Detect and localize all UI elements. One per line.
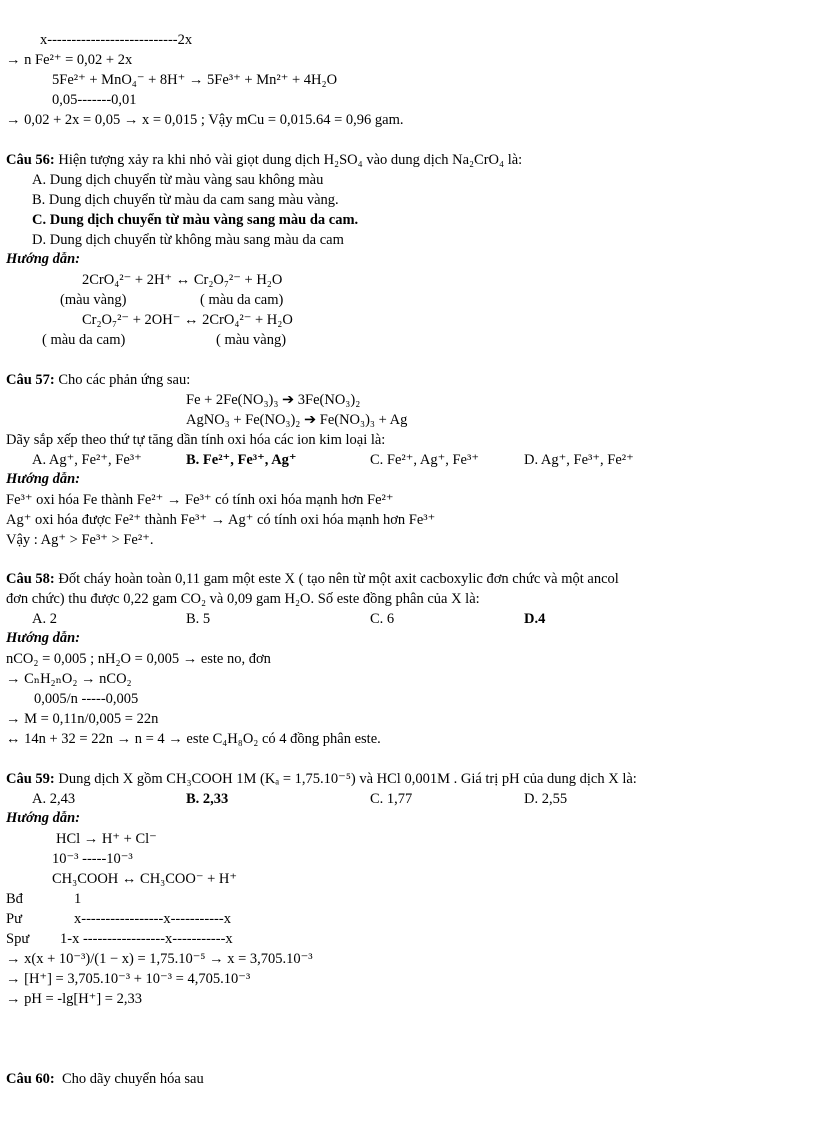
- question-58-text-2: đơn chức) thu được 0,22 gam CO₂ và 0,09 gam H₂O. Số este đồng phân của X là:: [6, 591, 480, 607]
- q59-option-d: D. 2,55: [524, 791, 568, 807]
- q59-guide-line-5a: Pư: [6, 911, 22, 927]
- q57-option-c: C. Fe²⁺, Ag⁺, Fe³⁺: [370, 452, 479, 468]
- q56-guide-line-4b: ( màu vàng): [216, 332, 287, 348]
- q57-guide-line-1: Fe³⁺ oxi hóa Fe thành Fe²⁺ → Fe³⁺ có tính oxi hóa mạnh hơn Fe²⁺: [6, 492, 394, 508]
- q58-option-c: C. 6: [370, 611, 395, 627]
- q58-guide-heading: Hướng dẫn:: [6, 630, 81, 646]
- q59-guide-line-4b: 1: [74, 891, 82, 907]
- q58-option-a: A. 2: [32, 611, 57, 627]
- q58-guide-line-1: nCO₂ = 0,005 ; nH₂O = 0,005 → este no, đơn: [6, 651, 271, 667]
- q58-option-d: D.4: [524, 611, 546, 627]
- q58-guide-line-2: → CₙH₂ₙO₂ → nCO₂: [6, 671, 132, 687]
- q59-guide-line-1: HCl → H⁺ + Cl⁻: [56, 831, 157, 847]
- q56-option-d: D. Dung dịch chuyển từ không màu sang màu da cam: [32, 232, 344, 248]
- q56-option-c: C. Dung dịch chuyển từ màu vàng sang màu da cam.: [32, 212, 359, 228]
- q56-guide-heading: Hướng dẫn:: [6, 251, 81, 267]
- q57-question: Dãy sắp xếp theo thứ tự tăng dần tính oxi hóa các ion kim loại là:: [6, 432, 386, 448]
- question-58-label: Câu 58:: [6, 571, 55, 587]
- question-56-text: Hiện tượng xảy ra khi nhỏ vài giọt dung dịch H₂SO₄ vào dung dịch Na₂CrO₄ là:: [54, 152, 523, 168]
- q59-guide-line-6a: Spư: [6, 931, 30, 947]
- question-59-text: Dung dịch X gồm CH₃COOH 1M (Kₐ = 1,75.10⁻⁵) và HCl 0,001M . Giá trị pH của dung dịch X là:: [54, 771, 637, 787]
- q57-guide-heading: Hướng dẫn:: [6, 471, 81, 487]
- question-59: [6, 770, 637, 788]
- q59-guide-line-3: CH₃COOH ↔ CH₃COO⁻ + H⁺: [52, 871, 238, 887]
- q57-guide-line-2: Ag⁺ oxi hóa được Fe²⁺ thành Fe³⁺ → Ag⁺ có tính oxi hóa mạnh hơn Fe³⁺: [6, 512, 436, 528]
- q57-option-a: A. Ag⁺, Fe²⁺, Fe³⁺: [32, 452, 142, 468]
- q56-guide-line-4a: ( màu da cam): [42, 332, 126, 348]
- q59-option-a: A. 2,43: [32, 791, 76, 807]
- question-59-label: Câu 59:: [6, 771, 55, 787]
- q57-reaction-1: Fe + 2Fe(NO₃)₃ ➔ 3Fe(NO₃)₂: [186, 392, 361, 408]
- q59-guide-line-2: 10⁻³ -----10⁻³: [52, 851, 133, 867]
- q57-guide-line-3: Vậy : Ag⁺ > Fe³⁺ > Fe²⁺.: [6, 532, 154, 548]
- q57-option-b: B. Fe²⁺, Fe³⁺, Ag⁺: [186, 452, 297, 468]
- q57-reaction-2: AgNO₃ + Fe(NO₃)₂ ➔ Fe(NO₃)₃ + Ag: [186, 412, 408, 428]
- q59-guide-line-5b: x-----------------x-----------x: [74, 911, 231, 927]
- q56-guide-line-2a: (màu vàng): [60, 292, 127, 308]
- q59-option-c: C. 1,77: [370, 791, 413, 807]
- q59-guide-line-9: → pH = -lg[H⁺] = 2,33: [6, 991, 142, 1007]
- question-60-label: Câu 60:: [6, 1071, 55, 1087]
- q56-option-b: B. Dung dịch chuyển từ màu da cam sang màu vàng.: [32, 192, 339, 208]
- question-56-label: Câu 56:: [6, 152, 55, 168]
- q58-guide-line-5: ↔ 14n + 32 = 22n → n = 4 → este C₄H₈O₂ có 4 đồng phân este.: [6, 731, 381, 747]
- q56-guide-line-3: Cr₂O₇²⁻ + 2OH⁻ ↔ 2CrO₄²⁻ + H₂O: [82, 312, 293, 328]
- top-line-5: → 0,02 + 2x = 0,05 → x = 0,015 ; Vậy mCu = 0,015.64 = 0,96 gam.: [6, 112, 404, 128]
- q56-option-a: A. Dung dịch chuyển từ màu vàng sau không màu: [32, 172, 324, 188]
- q59-guide-heading: Hướng dẫn:: [6, 810, 81, 826]
- q56-guide-line-1: 2CrO₄²⁻ + 2H⁺ ↔ Cr₂O₇²⁻ + H₂O: [82, 272, 283, 288]
- q58-option-b: B. 5: [186, 611, 211, 627]
- question-57-text: Cho các phản ứng sau:: [54, 372, 191, 388]
- question-57: [6, 371, 190, 389]
- top-line-1: x---------------------------2x: [40, 32, 193, 48]
- question-56: [6, 151, 522, 169]
- q59-option-b: B. 2,33: [186, 791, 229, 807]
- q59-guide-line-7: → x(x + 10⁻³)/(1 − x) = 1,75.10⁻⁵ → x = 3,705.10⁻³: [6, 951, 313, 967]
- question-60-text: Cho dãy chuyển hóa sau: [54, 1071, 204, 1087]
- q58-guide-line-4: → M = 0,11n/0,005 = 22n: [6, 711, 159, 727]
- q57-option-d: D. Ag⁺, Fe³⁺, Fe²⁺: [524, 452, 634, 468]
- top-line-3: 5Fe²⁺ + MnO₄⁻ + 8H⁺ → 5Fe³⁺ + Mn²⁺ + 4H₂O: [52, 72, 338, 88]
- top-line-4: 0,05-------0,01: [52, 92, 137, 108]
- q59-guide-line-6b: 1-x -----------------x-----------x: [60, 931, 233, 947]
- q59-guide-line-8: → [H⁺] = 3,705.10⁻³ + 10⁻³ = 4,705.10⁻³: [6, 971, 251, 987]
- question-57-label: Câu 57:: [6, 372, 55, 388]
- top-line-2: → n Fe²⁺ = 0,02 + 2x: [6, 52, 133, 68]
- q59-guide-line-4a: Bđ: [6, 891, 23, 907]
- question-60: [6, 1070, 204, 1088]
- question-58-text: Đốt cháy hoàn toàn 0,11 gam một este X ( tạo nên từ một axit cacboxylic đơn chức và một ancol: [54, 571, 619, 587]
- question-58: [6, 570, 619, 588]
- q58-guide-line-3: 0,005/n -----0,005: [34, 691, 139, 707]
- q56-guide-line-2b: ( màu da cam): [200, 292, 284, 308]
